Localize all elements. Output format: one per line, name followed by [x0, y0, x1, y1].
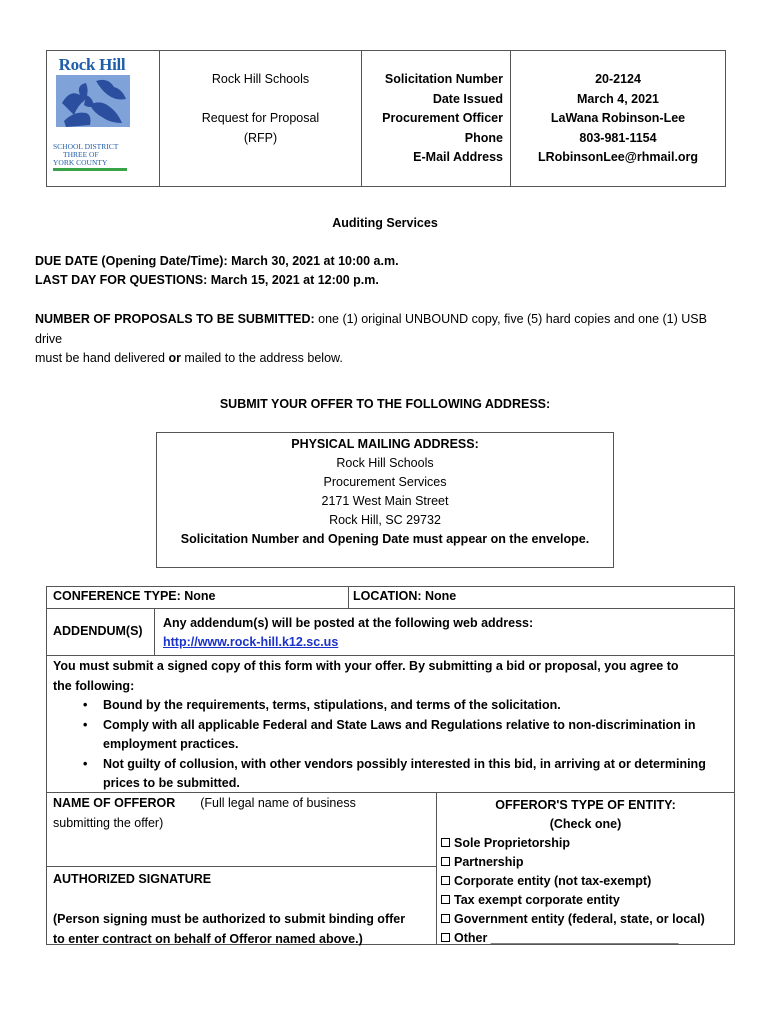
proposals-text2b: mailed to the address below.: [184, 351, 343, 365]
logo-green-bar: [53, 168, 127, 171]
bullet-1: • Bound by the requirements, terms, stipulations, and terms of the solicitation.: [83, 698, 561, 712]
address-line-1: Rock Hill Schools: [336, 456, 434, 470]
header-label-1: Date Issued: [432, 91, 503, 106]
addendum-row: [47, 609, 734, 656]
bullet-2: • Comply with all applicable Federal and State Laws and Regulations relative to non-discrimination in: [83, 717, 696, 732]
logo-district-line2: THREE OF: [63, 150, 99, 159]
addendum-url-link[interactable]: http://www.rock-hill.k12.sc.us: [163, 635, 339, 649]
last-day-questions: LAST DAY FOR QUESTIONS: March 15, 2021 at 12:00 p.m.: [35, 273, 379, 287]
entity-checkbox[interactable]: [441, 857, 450, 866]
bullet-2-cont: employment practices.: [103, 737, 239, 751]
submit-heading: SUBMIT YOUR OFFER TO THE FOLLOWING ADDRESS:: [219, 397, 551, 411]
logo-district-line3: YORK COUNTY: [53, 158, 108, 167]
logo-cell: [47, 51, 160, 186]
entity-option-1[interactable]: [441, 853, 734, 872]
entity-sub: (Check one): [549, 817, 622, 831]
entity-option-2[interactable]: [441, 872, 734, 891]
offeror-hint2: submitting the offer): [53, 815, 164, 830]
header-label-0: Solicitation Number: [384, 72, 503, 86]
proposals-label: NUMBER OF PROPOSALS TO BE SUBMITTED:: [35, 312, 315, 326]
agreement-row: [47, 656, 734, 793]
entity-checkbox[interactable]: [441, 838, 450, 847]
doc-type-line1: Request for Proposal: [201, 111, 320, 125]
entity-heading: OFFEROR'S TYPE OF ENTITY:: [495, 798, 676, 812]
header-value-4: LRobinsonLee@rhmail.org: [537, 150, 699, 164]
location: LOCATION: None: [353, 589, 457, 603]
logo-district-line1: SCHOOL DISTRICT: [53, 142, 119, 151]
offeror-cell: [47, 793, 436, 944]
addendum-text: Any addendum(s) will be posted at the following web address:: [163, 616, 534, 630]
header-label-3: Phone: [464, 130, 503, 145]
header-value-3: 803-981-1154: [579, 130, 657, 145]
offeror-label: NAME OF OFFEROR: [53, 796, 176, 810]
entity-option-3[interactable]: [441, 891, 734, 910]
entity-checkbox[interactable]: [441, 895, 450, 904]
entity-option-label: Corporate entity (not tax-exempt): [454, 874, 652, 888]
labels-cell: [362, 51, 511, 186]
offeror-hint1: (Full legal name of business: [200, 796, 356, 810]
bullet-3: • Not guilty of collusion, with other vendors possibly interested in this bid, in arriving at or determining: [83, 756, 706, 771]
signature-note1: (Person signing must be authorized to submit binding offer: [53, 912, 406, 926]
entity-checkbox[interactable]: [441, 914, 450, 923]
proposals-or: or: [168, 351, 181, 365]
header-value-0: 20-2124: [595, 72, 641, 86]
org-name: Rock Hill Schools: [211, 72, 310, 86]
address-line-4: Rock Hill, SC 29732: [329, 513, 441, 527]
signature-label: AUTHORIZED SIGNATURE: [53, 872, 212, 886]
doc-type-line2: (RFP): [243, 130, 278, 145]
school-logo: [53, 55, 131, 171]
logo-wordmark: Rock Hill: [58, 55, 126, 74]
address-line-3: 2171 West Main Street: [321, 494, 449, 508]
entity-cell: [437, 793, 734, 944]
agree-line2: the following:: [53, 678, 135, 693]
address-heading: PHYSICAL MAILING ADDRESS:: [291, 437, 479, 451]
address-line-2: Procurement Services: [323, 475, 447, 489]
values-cell: [511, 51, 725, 186]
bullet-3-cont: prices to be submitted.: [103, 776, 240, 790]
header-label-2: Procurement Officer: [382, 111, 503, 125]
address-box: [156, 432, 614, 568]
proposals-paragraph: [35, 310, 735, 369]
entity-option-0[interactable]: [441, 834, 734, 853]
header-value-1: March 4, 2021: [577, 91, 659, 106]
entity-option-4[interactable]: [441, 910, 734, 929]
proposals-text2a: must be hand delivered: [35, 351, 165, 365]
signature-note2: to enter contract on behalf of Offeror named above.): [53, 931, 363, 946]
conference-type: CONFERENCE TYPE: None: [53, 589, 216, 603]
hands-icon: [56, 75, 130, 127]
conference-row: [47, 587, 734, 609]
entity-option-label: Government entity (federal, state, or local): [454, 912, 705, 926]
header-table: [46, 50, 726, 187]
entity-option-label: Other ___________________________: [454, 931, 679, 945]
entity-option-label: Partnership: [454, 855, 524, 869]
offer-form: [46, 586, 735, 945]
entity-option-5[interactable]: [441, 929, 734, 948]
agree-line1: You must submit a signed copy of this form with your offer. By submitting a bid or proposal, you agree to: [53, 659, 679, 673]
entity-checkbox[interactable]: [441, 933, 450, 942]
due-date: DUE DATE (Opening Date/Time): March 30, 2021 at 10:00 a.m.: [35, 254, 399, 268]
header-value-2: LaWana Robinson-Lee: [550, 111, 686, 125]
org-cell: [160, 51, 362, 186]
entity-option-label: Sole Proprietorship: [454, 836, 570, 850]
rfp-title: Auditing Services: [332, 216, 438, 230]
header-label-4: E-Mail Address: [413, 150, 503, 164]
entity-option-label: Tax exempt corporate entity: [454, 893, 620, 907]
entity-checkbox[interactable]: [441, 876, 450, 885]
proposals-text: one (1) original UNBOUND copy, five (5) hard copies and one (1) USB drive: [35, 312, 707, 346]
address-note: Solicitation Number and Opening Date must appear on the envelope.: [180, 532, 590, 546]
addendum-label: ADDENDUM(S): [53, 624, 143, 638]
